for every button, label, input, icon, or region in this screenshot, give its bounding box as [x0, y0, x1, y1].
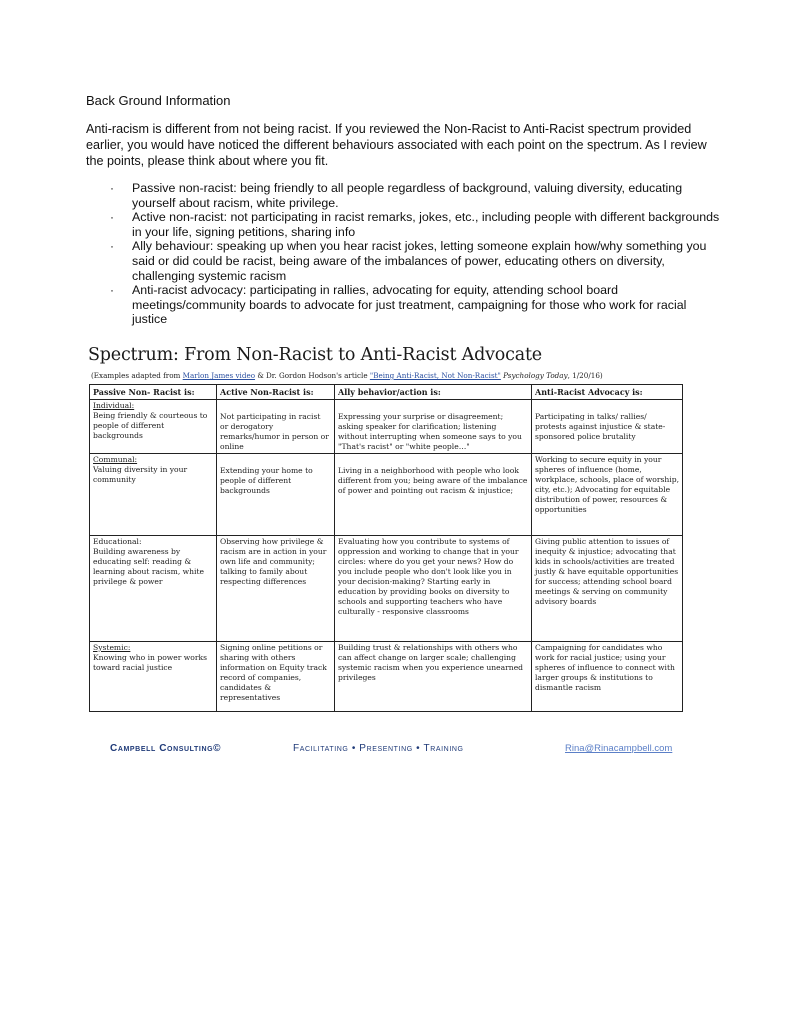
publication-name: Psychology Today	[500, 371, 568, 380]
cell-passive	[90, 642, 217, 712]
row-category: Communal:	[93, 455, 138, 464]
cell-passive	[90, 536, 217, 642]
header-active: Active Non-Racist is:	[217, 385, 335, 400]
cell-text: Valuing diversity in your community	[93, 465, 188, 484]
cell-passive	[90, 400, 217, 454]
cell-ally: Living in a neighborhood with people who look different from you; being aware of the imbalance of power and pointing out racism & injustice;	[335, 454, 532, 536]
row-category: Individual:	[93, 401, 135, 410]
spectrum-subtitle	[91, 371, 603, 380]
table-row	[90, 536, 683, 642]
row-category: Systemic:	[93, 643, 131, 652]
table-header-row	[90, 385, 683, 400]
intro-paragraph: Anti-racism is different from not being racist. If you reviewed the Non-Racist to Anti-Racist spectrum provided earlier, you would have noticed the different behaviours associated with each point on the spectrum. As I review the points, please think about where you fit.	[86, 122, 707, 168]
bullet-text: Anti-racist advocacy: participating in rallies, advocating for equity, attending school board meetings/community boards to advocate for just treatment, campaigning for those who work for racial justice	[132, 283, 687, 327]
cell-ally: Expressing your surprise or disagreement; asking speaker for clarification; listening without interrupting when someone says to you "That's racist" or "white people…"	[335, 400, 532, 454]
cell-advocacy: Working to secure equity in your spheres of influence (home, workplace, schools, place of worship, city, etc.); Advocating for equitable distribution of power, resources & opportunities	[532, 454, 683, 536]
spectrum-table	[89, 384, 683, 712]
row-category: Educational:	[93, 537, 142, 546]
cell-active: Extending your home to people of different backgrounds	[217, 454, 335, 536]
bullet-icon: ·	[110, 283, 114, 298]
list-item	[110, 239, 720, 283]
spectrum-title: Spectrum: From Non-Racist to Anti-Racist Advocate	[88, 345, 542, 365]
table-row	[90, 454, 683, 536]
table-row	[90, 400, 683, 454]
footer-services: Facilitating • Presenting • Training	[293, 743, 464, 754]
cell-ally: Evaluating how you contribute to systems of oppression and working to change that in your circles: where do you get your news? How do you include people who don't look like you in your decision-making? Starting early in education by providing books on diversity to schools and supporting teachers who have culturally - responsive classrooms	[335, 536, 532, 642]
section-heading: Back Ground Information	[86, 93, 231, 108]
cell-advocacy: Campaigning for candidates who work for racial justice; using your spheres of influence to connect with larger groups & institutions to dismantle racism	[532, 642, 683, 712]
bullet-text: Active non-racist: not participating in racist remarks, jokes, etc., including people with different backgrounds in your life, signing petitions, sharing info	[132, 210, 720, 239]
cell-text: Knowing who in power works toward racial justice	[93, 653, 208, 672]
cell-text: Building awareness by educating self: reading & learning about racism, white privilege & power	[93, 547, 205, 586]
bullet-icon: ·	[110, 210, 114, 225]
subtitle-mid: & Dr. Gordon Hodson's article	[255, 371, 370, 380]
bullet-icon: ·	[110, 181, 114, 195]
header-passive: Passive Non- Racist is:	[90, 385, 217, 400]
bullet-text: Ally behaviour: speaking up when you hear racist jokes, letting someone explain how/why something you said or did could be racist, being aware of the imbalances of power, educating others on diversity, challenging systemic racism	[132, 239, 707, 283]
cell-text: Being friendly & courteous to people of different backgrounds	[93, 411, 208, 440]
subtitle-prefix: (Examples adapted from	[91, 371, 183, 380]
list-item	[110, 283, 720, 327]
article-link[interactable]: "Being Anti-Racist, Not Non-Racist"	[369, 371, 501, 380]
header-advocacy: Anti-Racist Advocacy is:	[532, 385, 683, 400]
cell-ally: Building trust & relationships with others who can affect change on larger scale; challenging systemic racism when you experience unearned privileges	[335, 642, 532, 712]
cell-advocacy: Participating in talks/ rallies/ protests against injustice & state-sponsored police brutality	[532, 400, 683, 454]
table-row	[90, 642, 683, 712]
footer-email-link[interactable]: Rina@Rinacampbell.com	[565, 743, 673, 754]
header-ally: Ally behavior/action is:	[335, 385, 532, 400]
list-item	[110, 181, 720, 210]
cell-active: Signing online petitions or sharing with others information on Equity track record of companies, candidates & representatives	[217, 642, 335, 712]
marlon-james-video-link[interactable]: Marlon James video	[182, 371, 256, 380]
bullet-text: Passive non-racist: being friendly to all people regardless of background, valuing diversity, educating yourself about racism, white privilege.	[132, 181, 683, 210]
cell-advocacy: Giving public attention to issues of inequity & injustice; advocating that kids in schools/activities are treated justly & have equitable opportunities for success; attending school board meetings & serving on community advisory boards	[532, 536, 683, 642]
footer-brand: Campbell Consulting©	[110, 743, 222, 754]
cell-active: Observing how privilege & racism are in action in your own life and community; talking to family about respecting differences	[217, 536, 335, 642]
behaviour-list	[110, 181, 720, 327]
subtitle-date: , 1/20/16)	[567, 371, 603, 380]
bullet-icon: ·	[110, 239, 114, 254]
cell-active: Not participating in racist or derogatory remarks/humor in person or online	[217, 400, 335, 454]
cell-passive	[90, 454, 217, 536]
list-item	[110, 210, 720, 239]
